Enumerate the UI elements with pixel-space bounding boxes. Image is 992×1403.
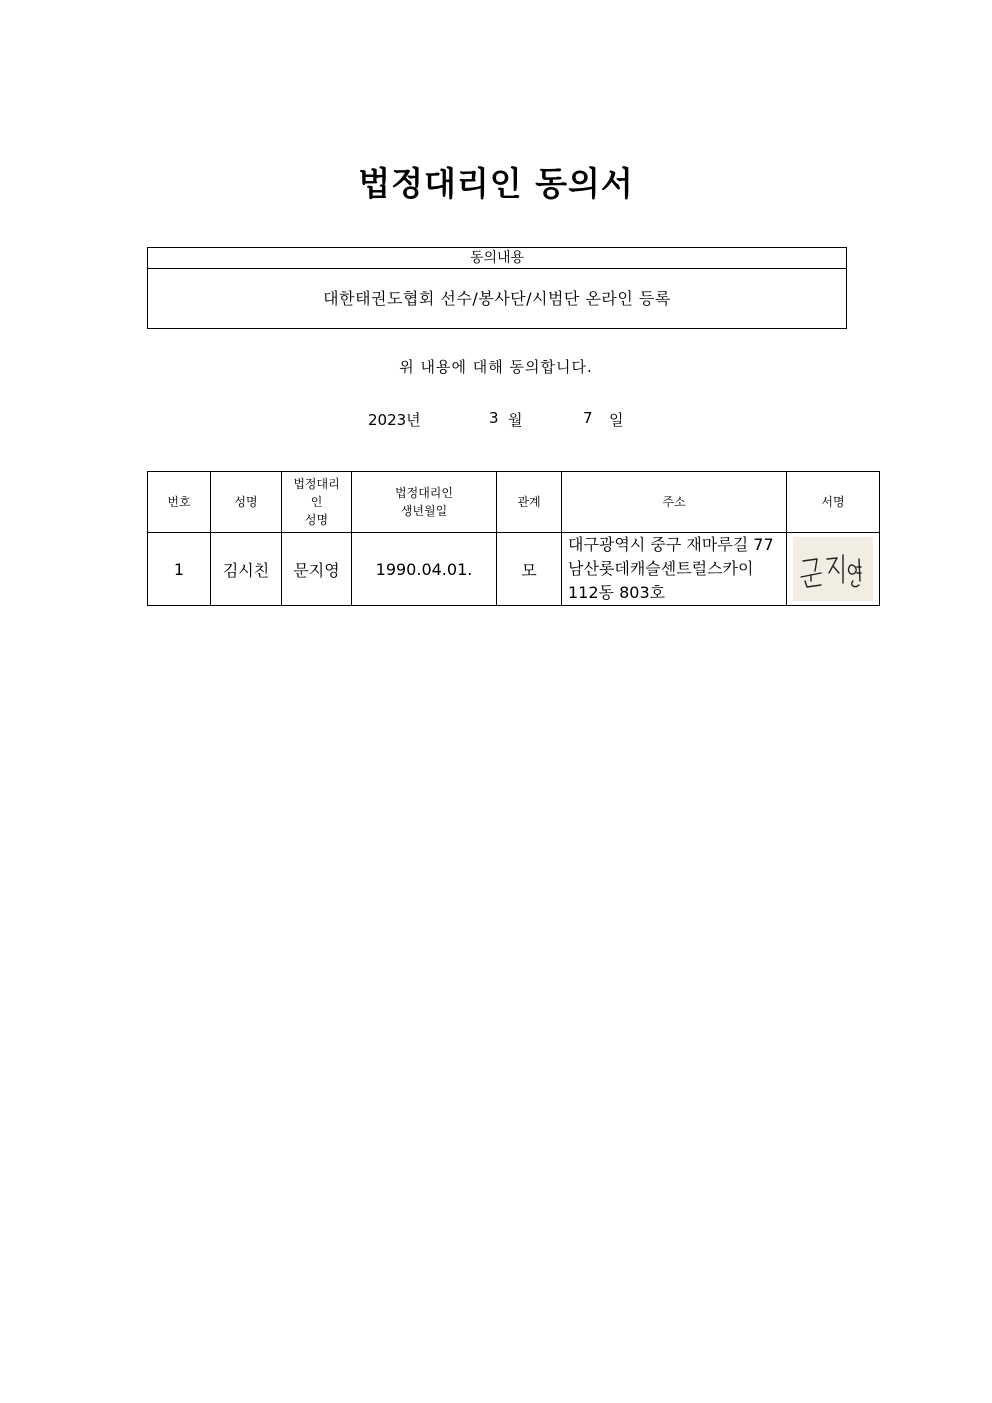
header-address: 주소 bbox=[562, 472, 787, 533]
header-no: 번호 bbox=[148, 472, 211, 533]
document-title: 법정대리인 동의서 bbox=[358, 164, 634, 203]
header-guardian-birth-line2: 생년월일 bbox=[400, 504, 448, 518]
table-row bbox=[148, 533, 880, 606]
header-signature: 서명 bbox=[787, 472, 880, 533]
header-guardian-name-line3: 성명 bbox=[304, 513, 329, 527]
cell-signature bbox=[787, 533, 880, 606]
cell-name: 김시친 bbox=[211, 533, 282, 606]
handwritten-signature-icon bbox=[793, 537, 873, 601]
date-month-unit: 월 bbox=[508, 411, 523, 429]
cell-guardian-name: 문지영 bbox=[282, 533, 352, 606]
consent-box bbox=[147, 247, 847, 329]
consent-content: 대한태권도협회 선수/봉사단/시범단 온라인 등록 bbox=[323, 289, 671, 308]
header-guardian-birth bbox=[352, 472, 497, 533]
date-year: 2023년 bbox=[368, 411, 421, 429]
header-guardian-name-line2: 인 bbox=[310, 495, 323, 509]
cell-address: 대구광역시 중구 재마루길 77 남산롯데캐슬센트럴스카이 112동 803호 bbox=[562, 533, 787, 606]
cell-guardian-birth: 1990.04.01. bbox=[352, 533, 497, 606]
header-name: 성명 bbox=[211, 472, 282, 533]
header-relation: 관계 bbox=[497, 472, 562, 533]
guardian-info-table bbox=[147, 471, 880, 606]
header-guardian-name bbox=[282, 472, 352, 533]
cell-relation: 모 bbox=[497, 533, 562, 606]
header-guardian-name-line1: 법정대리 bbox=[293, 477, 340, 491]
signature-image bbox=[793, 537, 873, 601]
consent-header: 동의내용 bbox=[148, 248, 846, 269]
date-day-unit: 일 bbox=[609, 411, 624, 429]
agree-statement: 위 내용에 대해 동의합니다. bbox=[399, 358, 593, 376]
date-day-value: 7 bbox=[583, 409, 593, 427]
cell-no: 1 bbox=[148, 533, 211, 606]
table-header-row bbox=[148, 472, 880, 533]
date-line bbox=[0, 409, 992, 431]
header-guardian-birth-line1: 법정대리인 bbox=[395, 486, 453, 500]
date-month-value: 3 bbox=[489, 409, 499, 427]
